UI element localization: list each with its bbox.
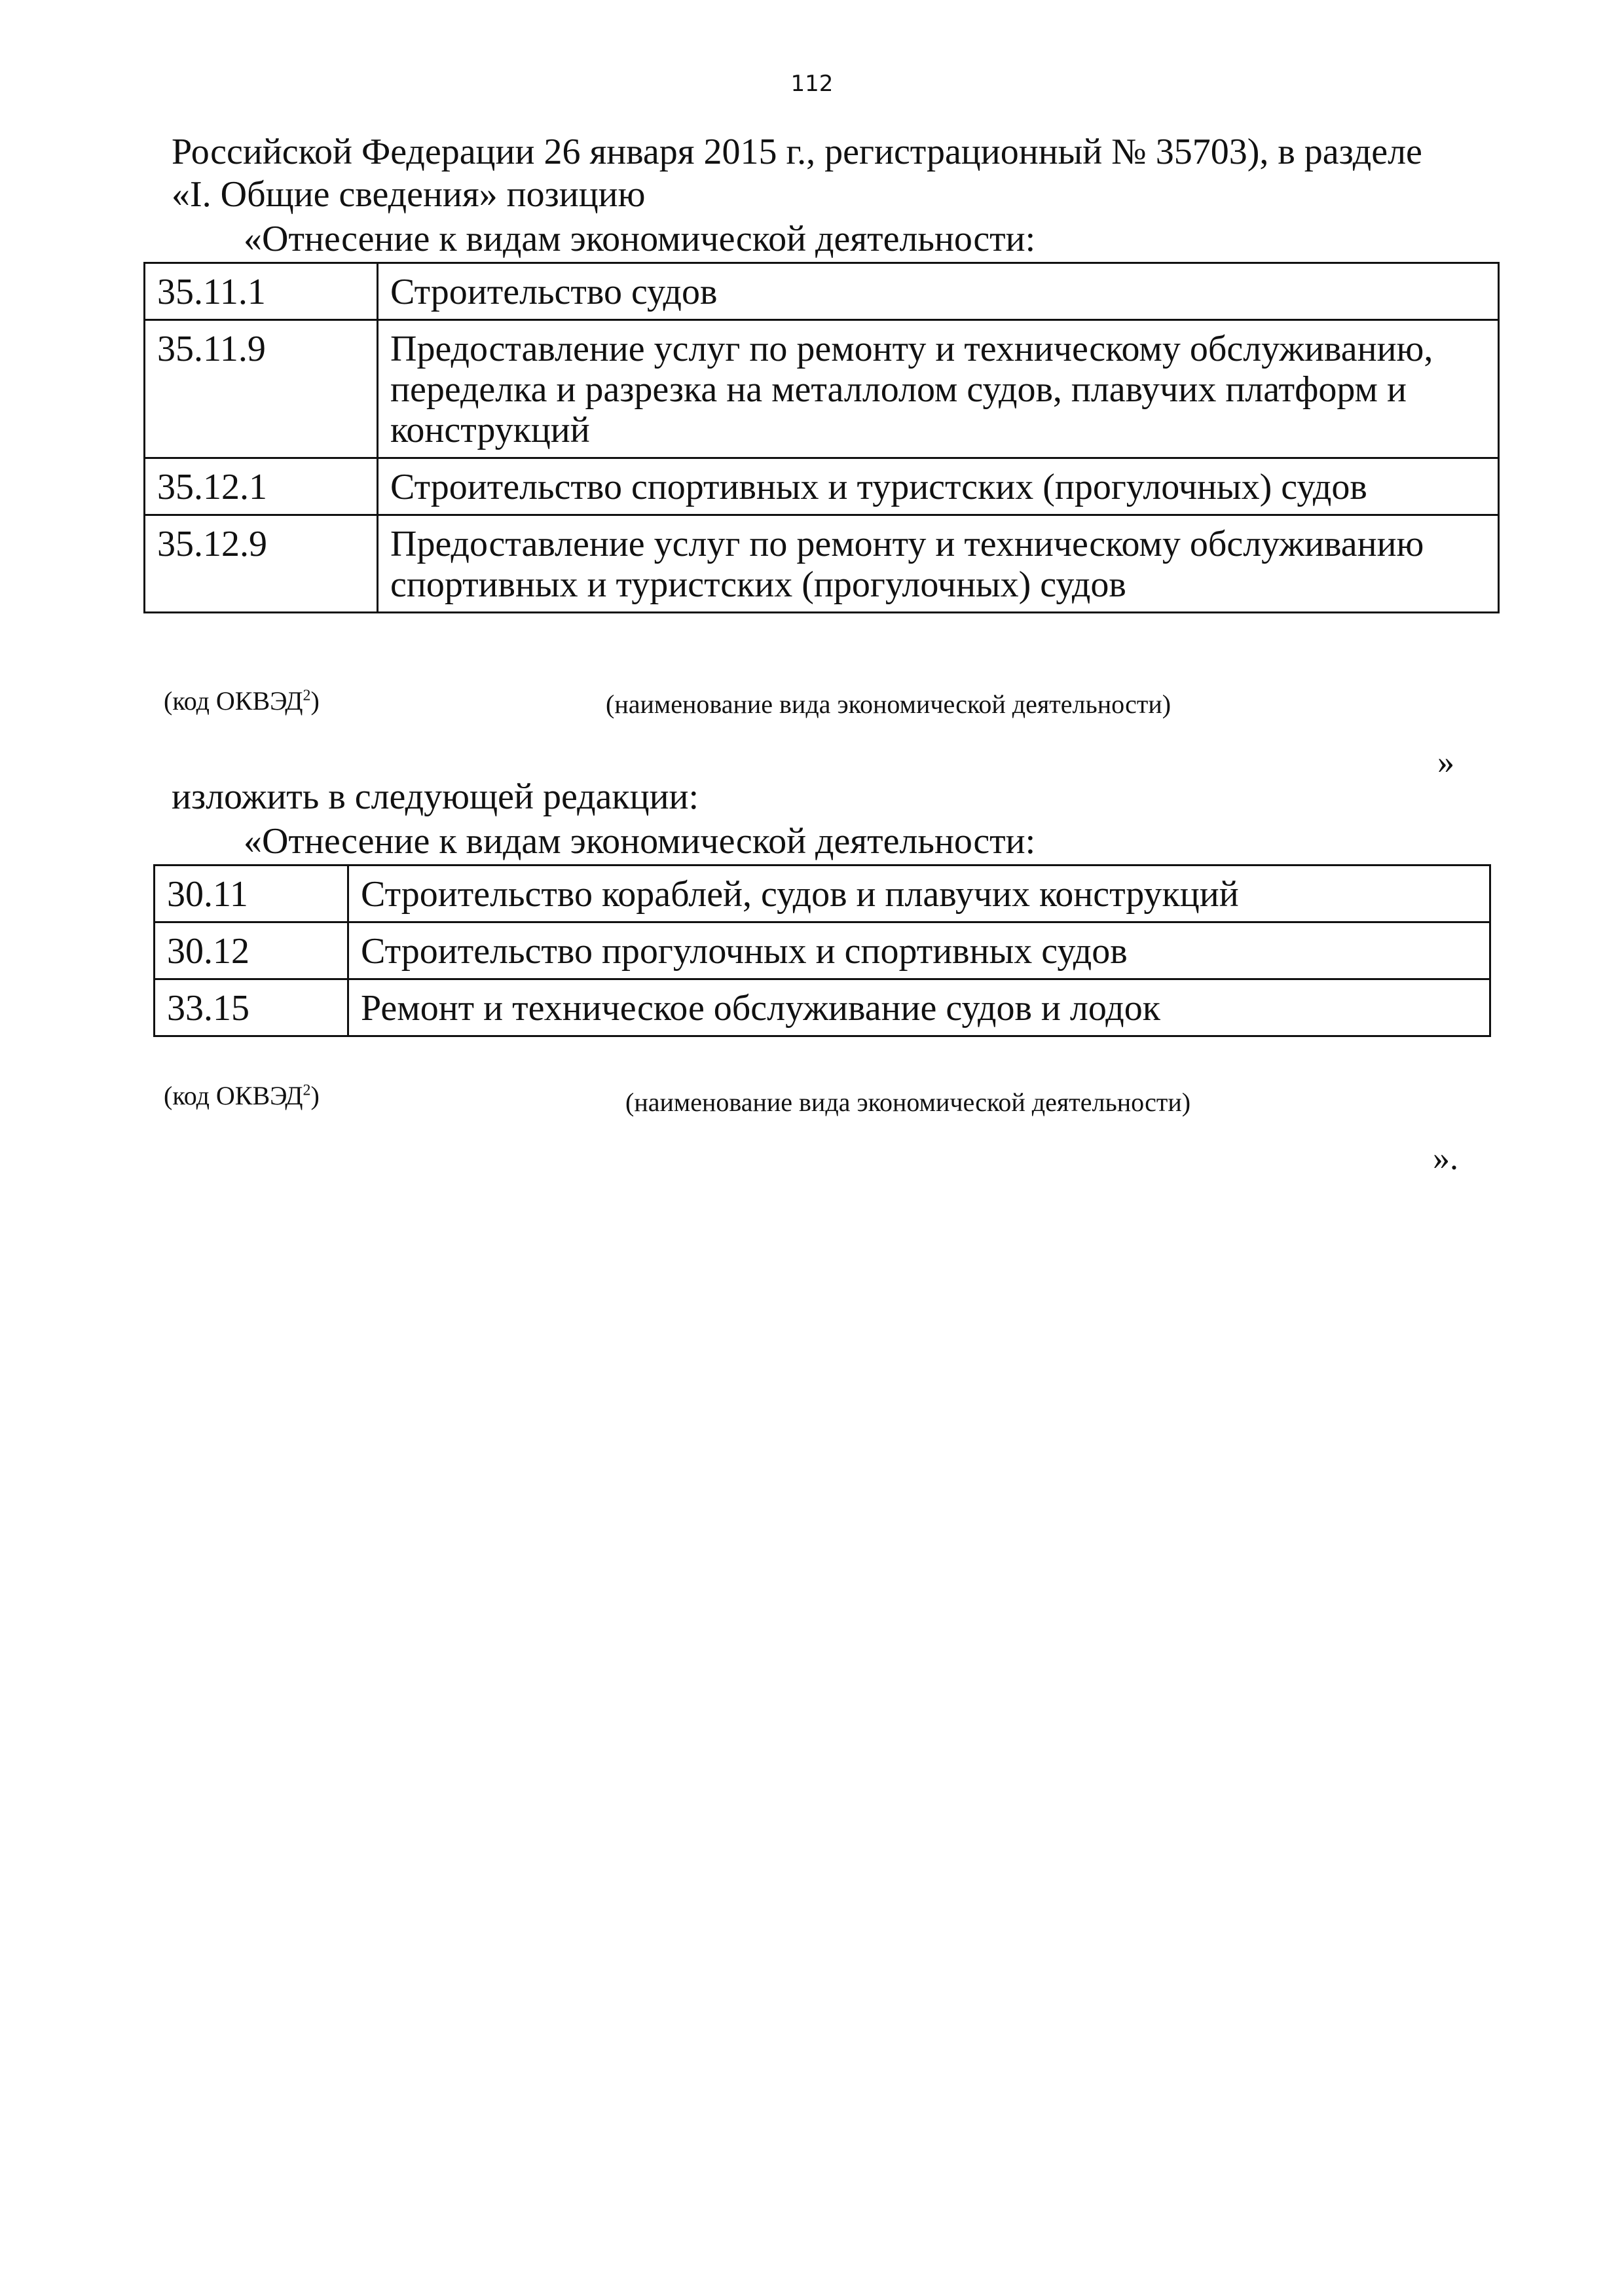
- closing-quote: »: [1437, 744, 1454, 781]
- table-row: [155, 979, 1490, 1036]
- activity-name-cell: Предоставление услуг по ремонту и техническому обслуживанию спортивных и туристских (прогулочных) судов: [378, 515, 1499, 613]
- table-row: [155, 866, 1490, 922]
- okved-code-cell: 35.11.9: [145, 320, 378, 458]
- activity-name-cell: Строительство судов: [378, 263, 1499, 320]
- closing-quote: ».: [1433, 1140, 1458, 1177]
- okved-code-cell: 33.15: [155, 979, 348, 1036]
- intro-line-3: «Отнесение к видам экономической деятельности:: [244, 219, 1036, 259]
- okved-code-cell: 35.11.1: [145, 263, 378, 320]
- activity-name-cell: Ремонт и техническое обслуживание судов и лодок: [348, 979, 1490, 1036]
- activity-name-cell: Предоставление услуг по ремонту и техническому обслуживанию, переделка и разрезка на металлолом судов, плавучих платформ и конструкций: [378, 320, 1499, 458]
- intro-line-2: «I. Общие сведения» позицию: [172, 174, 646, 215]
- activity-name-caption: (наименование вида экономической деятельности): [625, 1087, 1191, 1117]
- okved-table-new: [153, 864, 1491, 1037]
- table-row: [155, 922, 1490, 979]
- activity-name-caption: (наименование вида экономической деятельности): [606, 689, 1172, 719]
- transition-line-1: изложить в следующей редакции:: [172, 776, 699, 817]
- activity-name-cell: Строительство спортивных и туристских (прогулочных) судов: [378, 458, 1499, 515]
- okved-code-cell: 30.11: [155, 866, 348, 922]
- table-row: [145, 263, 1499, 320]
- activity-name-cell: Строительство прогулочных и спортивных судов: [348, 922, 1490, 979]
- okved-code-cell: 35.12.9: [145, 515, 378, 613]
- okved-code-caption: (код ОКВЭД$^2$): [164, 1081, 320, 1110]
- page-number: 112: [790, 71, 834, 97]
- transition-line-2: «Отнесение к видам экономической деятельности:: [244, 821, 1036, 862]
- okved-table-old: [143, 262, 1500, 613]
- table-row: [145, 515, 1499, 613]
- okved-code-cell: 30.12: [155, 922, 348, 979]
- intro-line-1: Российской Федерации 26 января 2015 г., регистрационный № 35703), в разделе: [172, 132, 1422, 172]
- table-row: [145, 458, 1499, 515]
- activity-name-cell: Строительство кораблей, судов и плавучих конструкций: [348, 866, 1490, 922]
- table-row: [145, 320, 1499, 458]
- okved-code-cell: 35.12.1: [145, 458, 378, 515]
- okved-code-caption: (код ОКВЭД$^2$): [164, 686, 320, 716]
